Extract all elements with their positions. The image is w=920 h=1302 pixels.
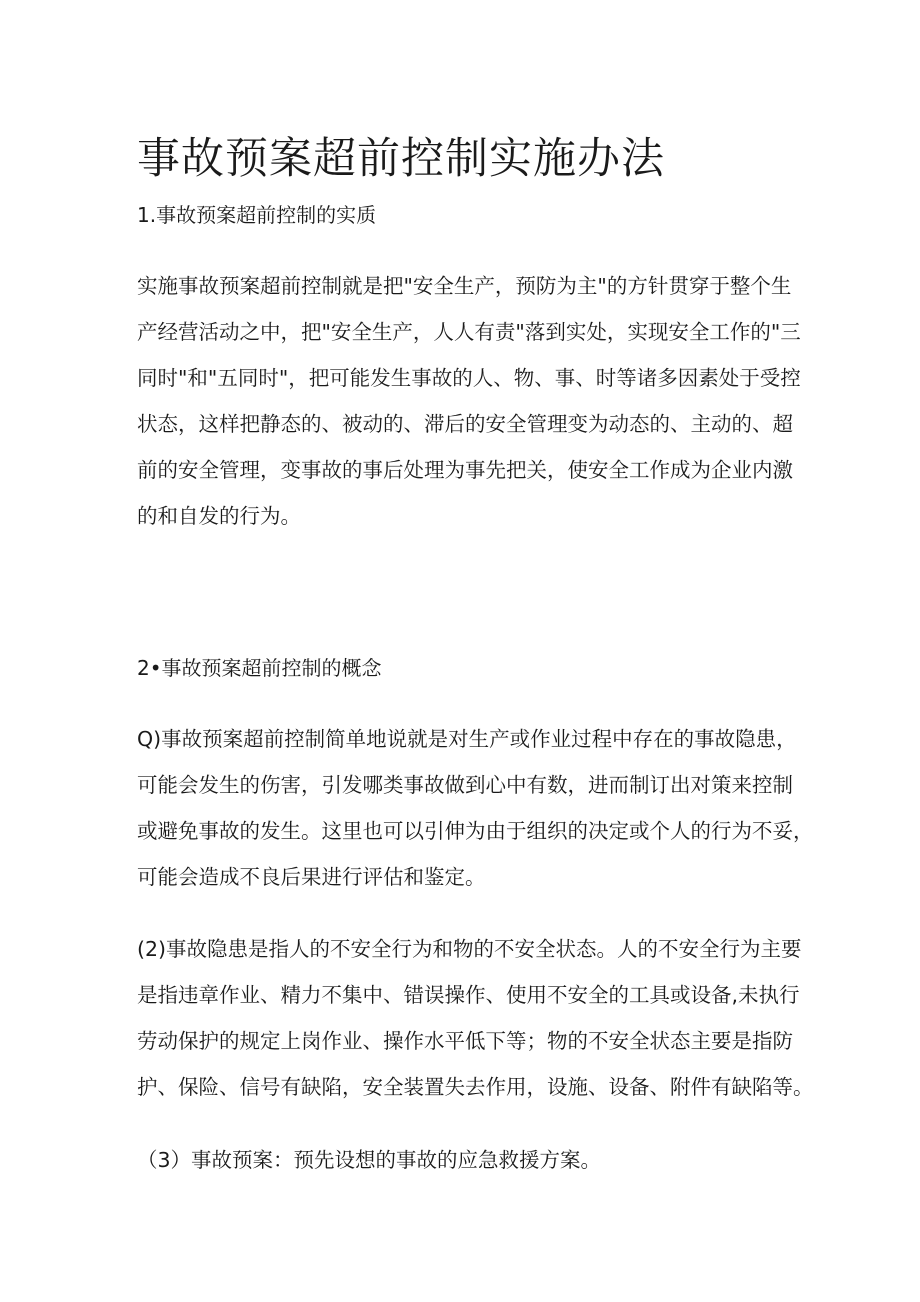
section-2-paragraph-3 [137, 1137, 817, 1183]
paragraph-line: 是指违章作业、精力不集中、错误操作、使用不安全的工具或设备,未执行 [137, 983, 800, 1007]
section-heading-2: 2•事故预案超前控制的概念 [137, 656, 382, 680]
paragraph-line: 同时"和"五同时"，把可能发生事故的人、物、事、时等诸多因素处于受控 [137, 366, 801, 390]
paragraph-line: 状态，这样把静态的、被动的、滞后的安全管理变为动态的、主动的、超 [137, 412, 793, 436]
paragraph-line: 可能会发生的伤害，引发哪类事故做到心中有数，进而制订出对策来控制 [137, 773, 793, 797]
paragraph-line: 可能会造成不良后果进行评估和鉴定。 [137, 865, 486, 889]
section-heading-1: 1.事故预案超前控制的实质 [137, 203, 377, 227]
paragraph-line: 产经营活动之中，把"安全生产，人人有责"落到实处，实现安全工作的"三 [137, 320, 801, 344]
section-2-paragraph-1 [137, 716, 817, 900]
section-2-paragraph-2 [137, 926, 817, 1110]
document-title: 事故预案超前控制实施办法 [137, 134, 665, 184]
paragraph-line: 的和自发的行为。 [137, 504, 301, 528]
paragraph-line: 前的安全管理，变事故的事后处理为事先把关，使安全工作成为企业内激 [137, 458, 793, 482]
paragraph-line: (2)事故隐患是指人的不安全行为和物的不安全状态。人的不安全行为主要 [137, 937, 802, 961]
paragraph-line: 护、保险、信号有缺陷，安全装置失去作用，设施、设备、附件有缺陷等。 [137, 1075, 814, 1099]
paragraph-line: 劳动保护的规定上岗作业、操作水平低下等；物的不安全状态主要是指防 [137, 1029, 793, 1053]
paragraph-line: （3）事故预案：预先设想的事故的应急救援方案。 [137, 1148, 602, 1172]
section-1-paragraph-1 [137, 263, 817, 539]
paragraph-line: 或避免事故的发生。这里也可以引伸为由于组织的决定或个人的行为不妥， [137, 819, 814, 843]
paragraph-line: Q)事故预案超前控制简单地说就是对生产或作业过程中存在的事故隐患， [137, 727, 797, 751]
paragraph-line: 实施事故预案超前控制就是把"安全生产，预防为主"的方针贯穿于整个生 [137, 274, 792, 298]
